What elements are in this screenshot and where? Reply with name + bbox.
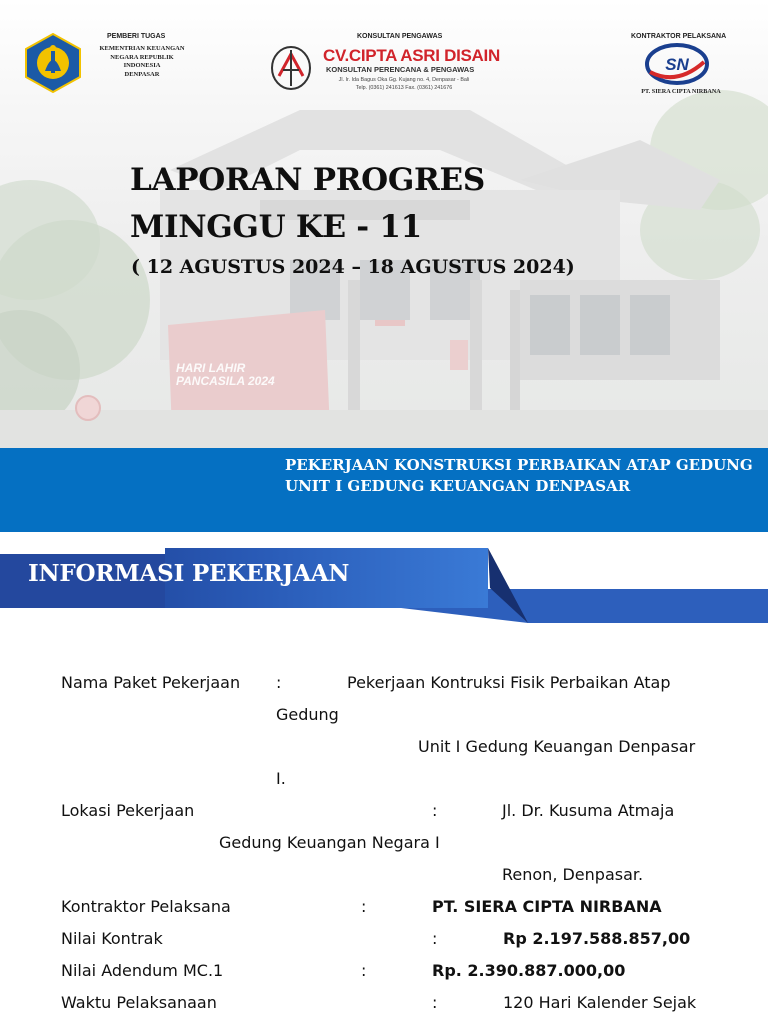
report-date-range: ( 12 AGUSTUS 2024 – 18 AGUSTUS 2024) <box>131 256 575 278</box>
lokasi-value-3: Renon, Denpasar. <box>502 865 644 884</box>
lokasi-value-2: Gedung Keuangan Negara I <box>219 833 440 852</box>
report-title-line-1: LAPORAN PROGRES <box>130 162 485 198</box>
nama-paket-value-2: Gedung <box>276 705 339 724</box>
konsultan-address-line-2: Telp. (0361) 241613 Fax. (0361) 241676 <box>355 85 453 91</box>
banner-line-1: HARI LAHIR <box>176 361 246 375</box>
banner-line-2: PANCASILA 2024 <box>176 374 275 388</box>
nama-paket-label: Nama Paket Pekerjaan <box>61 673 241 692</box>
nama-paket-value-1: Pekerjaan Kontruksi Fisik Perbaikan Atap <box>347 673 671 692</box>
nilai-adendum-label: Nilai Adendum MC.1 <box>61 961 224 980</box>
konsultan-pengawas-label: KONSULTAN PENGAWAS <box>357 33 443 40</box>
kemenkeu-logo-icon <box>25 33 81 93</box>
konsultan-subtitle: KONSULTAN PERENCANA & PENGAWAS <box>326 65 475 74</box>
project-title-line-1: PEKERJAAN KONSTRUKSI PERBAIKAN ATAP GEDUNG <box>285 456 753 474</box>
waktu-value: 120 Hari Kalender Sejak <box>503 993 697 1012</box>
pemberi-line-3: DENPASAR <box>124 70 160 78</box>
kontraktor-label: Kontraktor Pelaksana <box>61 897 231 916</box>
lokasi-label: Lokasi Pekerjaan <box>61 801 195 820</box>
nilai-adendum-colon: : <box>361 961 367 980</box>
nama-paket-value-3: Unit I Gedung Keuangan Denpasar <box>418 737 696 756</box>
siera-logo-icon <box>642 42 712 86</box>
kontraktor-name: PT. SIERA CIPTA NIRBANA <box>641 88 721 95</box>
kontraktor-colon: : <box>361 897 367 916</box>
pemberi-line-2: NEGARA REPUBLIK INDONESIA <box>110 53 174 69</box>
pemberi-tugas-name <box>92 45 192 79</box>
nama-paket-colon: : <box>276 673 282 692</box>
banner-text <box>176 362 275 388</box>
konsultan-address-line-1: Jl. Ir. Ida Bagus Oka Gg. Kujang no. 4, Denpasar - Bali <box>338 77 470 83</box>
kontraktor-value: PT. SIERA CIPTA NIRBANA <box>432 897 662 916</box>
waktu-colon: : <box>432 993 438 1012</box>
cv-cipta-logo-icon <box>270 46 312 90</box>
waktu-label: Waktu Pelaksanaan <box>61 993 217 1012</box>
cover-area <box>0 0 768 448</box>
section-title: INFORMASI PEKERJAAN <box>28 560 350 587</box>
pemberi-tugas-label: PEMBERI TUGAS <box>107 33 166 40</box>
kontraktor-pelaksana-label: KONTRAKTOR PELAKSANA <box>631 33 727 40</box>
lokasi-value-1: Jl. Dr. Kusuma Atmaja <box>502 801 675 820</box>
siera-logo-text: SN <box>665 55 689 74</box>
report-title-line-2: MINGGU KE - 11 <box>130 209 422 245</box>
project-title-line-2: UNIT I GEDUNG KEUANGAN DENPASAR <box>285 477 631 495</box>
konsultan-name: CV.CIPTA ASRI DISAIN <box>323 46 500 65</box>
nama-paket-value-4: I. <box>276 769 286 788</box>
konsultan-address <box>325 76 483 92</box>
nilai-adendum-value: Rp. 2.390.887.000,00 <box>432 961 626 980</box>
lokasi-colon: : <box>432 801 438 820</box>
project-title <box>285 455 753 497</box>
pemberi-line-1: KEMENTRIAN KEUANGAN <box>99 45 185 52</box>
nilai-kontrak-label: Nilai Kontrak <box>61 929 163 948</box>
nilai-kontrak-colon: : <box>432 929 438 948</box>
nilai-kontrak-value: Rp 2.197.588.857,00 <box>503 929 691 948</box>
